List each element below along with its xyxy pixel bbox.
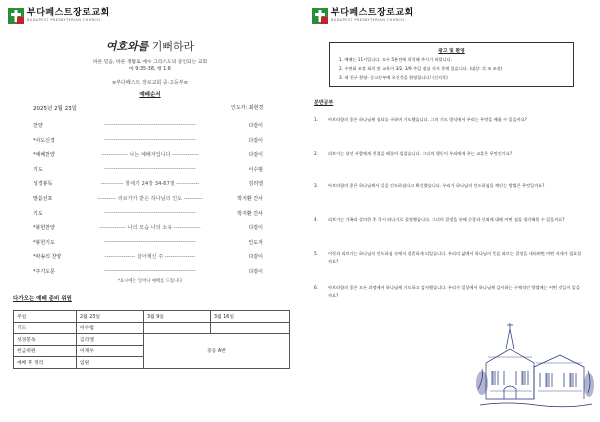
- standing-note: *표시에는 일어나 예배를 드립니다: [117, 279, 183, 284]
- order-row: [0, 151, 300, 161]
- church-name-english: BUDAPEST PRESBYTERIAN CHURCH: [331, 18, 405, 22]
- order-item-person: 인도자: [248, 239, 263, 246]
- order-row: [0, 166, 300, 176]
- table-row: [14, 322, 290, 334]
- question-text: 이삭과 리브가는 하나님의 인도하심 속에서 결혼하게 되었습니다. 우리의 삶에서 하나님의 뜻을 따르는 결정을 내리려면 어떤 자세가 필요할까요?: [328, 251, 582, 264]
- order-item-detail: -------------- 나의 모습 나의 소유 --------------: [99, 225, 201, 232]
- order-item-detail: ------------------------------------------------: [104, 122, 196, 128]
- table-cell: 3월 9일: [144, 311, 211, 323]
- church-logo: [8, 8, 110, 24]
- table-cell: 이재우: [77, 345, 144, 357]
- order-item-label: *봉헌기도: [33, 239, 55, 246]
- question-text: 리브가는 낯선 사람에게 친절을 베풀어 섬겼습니다. 그녀의 행동이 우리에게 주는 교훈은 무엇인가요?: [328, 151, 513, 156]
- order-item-person: 다같이: [248, 137, 263, 144]
- order-row: [0, 195, 300, 205]
- order-row: [0, 253, 300, 263]
- table-cell: 이수범: [77, 322, 144, 334]
- question-number: 2.: [314, 151, 318, 156]
- study-heading: 분반공부: [314, 100, 334, 106]
- order-item-label: *파송의 찬양: [33, 254, 62, 261]
- table-row: [14, 334, 290, 346]
- service-date: 2025년 2월 23일: [33, 106, 77, 112]
- notice-box: [329, 42, 574, 87]
- church-logo-icon: [312, 8, 328, 24]
- church-logo: [312, 8, 414, 24]
- title-rest: 기뻐하라: [148, 40, 195, 53]
- question-text: 리브가는 가족과 상의한 후 즉시 떠나기로 결정했습니다. 그녀의 결정을 통해 순종과 신뢰에 대해 어떤 점을 생각해볼 수 있을까요?: [328, 217, 565, 222]
- order-row: [0, 268, 300, 278]
- order-row: [0, 122, 300, 132]
- question-number: 6.: [314, 285, 318, 290]
- notice-title: 광고 및 환영: [438, 49, 465, 54]
- order-item-detail: ------------ 창세기 24장 34-67절 ------------: [100, 181, 200, 188]
- question-number: 5.: [314, 251, 318, 256]
- order-item-detail: ------------------------------------------------: [104, 268, 196, 274]
- table-cell: 헌금위원: [14, 345, 77, 357]
- order-item-person: 다같이: [248, 225, 263, 232]
- order-item-detail: ------------------------------------------------: [104, 136, 196, 143]
- prep-table: [13, 310, 290, 369]
- table-cell: 2월 23일: [77, 311, 144, 323]
- church-name-english: BUDAPEST PRESBYTERIAN CHURCH: [27, 18, 101, 22]
- order-row: [0, 210, 300, 220]
- question-text: 아브라함의 종은 모든 과정에서 하나님께 기도하고 감사했습니다. 우리가 일상에서 하나님께 감사하는 구체적인 방법에는 어떤 것들이 있을까요?: [328, 285, 580, 298]
- order-item-detail: ------------------------------------------------: [104, 238, 196, 245]
- order-row: [0, 137, 300, 147]
- order-item-label: 기도: [33, 210, 43, 217]
- order-item-label: *사도신경: [33, 137, 55, 144]
- order-item-label: 성경봉독: [33, 181, 53, 188]
- table-cell: 김리엘: [77, 334, 144, 346]
- church-motto: 바른 믿음, 바른 생활로 예수 그리스도의 증인되는 교회: [92, 60, 208, 65]
- order-item-label: 기도: [33, 166, 43, 173]
- order-item-label: 말씀선포: [33, 196, 53, 202]
- table-cell: 임원: [77, 357, 144, 369]
- question-number: 1.: [314, 117, 318, 122]
- bulletin-title: [0, 38, 300, 54]
- order-item-person: 박지환 간사: [237, 210, 263, 217]
- order-item-label: 찬양: [33, 123, 43, 129]
- order-item-person: 다같이: [248, 269, 263, 275]
- order-item-label: *주기도문: [33, 269, 55, 275]
- order-row: [0, 180, 300, 190]
- order-item-label: *봉헌찬양: [33, 225, 55, 232]
- notice-item: 3. 새 친구 환영- 중고등부에 오신것을 환영합니다! (신지후): [339, 75, 448, 80]
- table-cell: [211, 322, 290, 334]
- question-text: 아브라함의 종은 하나님께 징표를 구하며 기도했습니다. 그의 기도 방식에서 우리는 무엇을 배울 수 있을까요?: [328, 117, 527, 122]
- table-cell: 예배 후 정리: [14, 357, 77, 369]
- notice-item: 1. 예배는 11시입니다. 모두 5분전에 착석해 주시기 바랍니다.: [339, 57, 452, 62]
- order-item-detail: ------------------------------------------------: [104, 165, 196, 172]
- merged-cell: 중등 A반: [144, 334, 290, 369]
- table-cell: 성경봉독: [14, 334, 77, 346]
- table-cell: 3월 16일: [211, 311, 290, 323]
- church-name: 부다페스트장로교회: [331, 8, 414, 18]
- motto-reference: 마 9:35-38, 행 1:8: [129, 67, 171, 72]
- question-number: 3.: [314, 183, 318, 188]
- question-text: 아브라함의 종은 하나님께서 길을 인도하셨다고 확신했습니다. 우리가 하나님의 인도하심을 깨닫는 방법은 무엇일까요?: [328, 183, 545, 188]
- order-item-person: 이수범: [248, 166, 263, 173]
- church-logo-icon: [8, 8, 24, 24]
- order-row: [0, 239, 300, 249]
- title-emphasis: 여호와를: [105, 40, 149, 53]
- order-item-person: 다같이: [248, 254, 263, 261]
- notice-item: 2. 수련회 조장 회의 및 교육이 3/2, 3/9 주일 점심 식사 후에 있습니다. (대상: 각 조 조장): [339, 66, 503, 71]
- department-line: ≡부다페스트 장로교회 중·고등부≡: [112, 80, 188, 86]
- order-item-label: *예배찬양: [33, 152, 55, 159]
- order-item-person: 다같이: [248, 123, 263, 129]
- order-item-person: 다같이: [248, 152, 263, 159]
- order-item-person: 김리엘: [248, 181, 263, 188]
- table-cell: 기도: [14, 322, 77, 334]
- church-name: 부다페스트장로교회: [27, 8, 110, 18]
- order-item-person: 박지환 간사: [237, 196, 263, 202]
- table-cell: [144, 322, 211, 334]
- prep-heading: 다가오는 예배 준비 위원: [13, 296, 72, 302]
- table-cell: 주일: [14, 311, 77, 323]
- question-number: 4.: [314, 217, 318, 222]
- church-building-sketch: [476, 319, 594, 411]
- order-heading: 예배순서: [139, 92, 161, 98]
- order-item-detail: ---------- 리브가가 받은 하나님의 인도 ----------: [97, 196, 203, 202]
- order-item-detail: ------------------------------------------------: [104, 209, 196, 216]
- bulletin-right-page: [300, 0, 600, 422]
- order-item-detail: -------------- 나는 예배자입니다 --------------: [101, 152, 199, 159]
- table-row: [14, 311, 290, 323]
- service-leader: 인도자: 최현경: [231, 105, 264, 111]
- order-item-detail: ---------------- 살아계신 주 ----------------: [104, 254, 196, 261]
- order-row: [0, 224, 300, 234]
